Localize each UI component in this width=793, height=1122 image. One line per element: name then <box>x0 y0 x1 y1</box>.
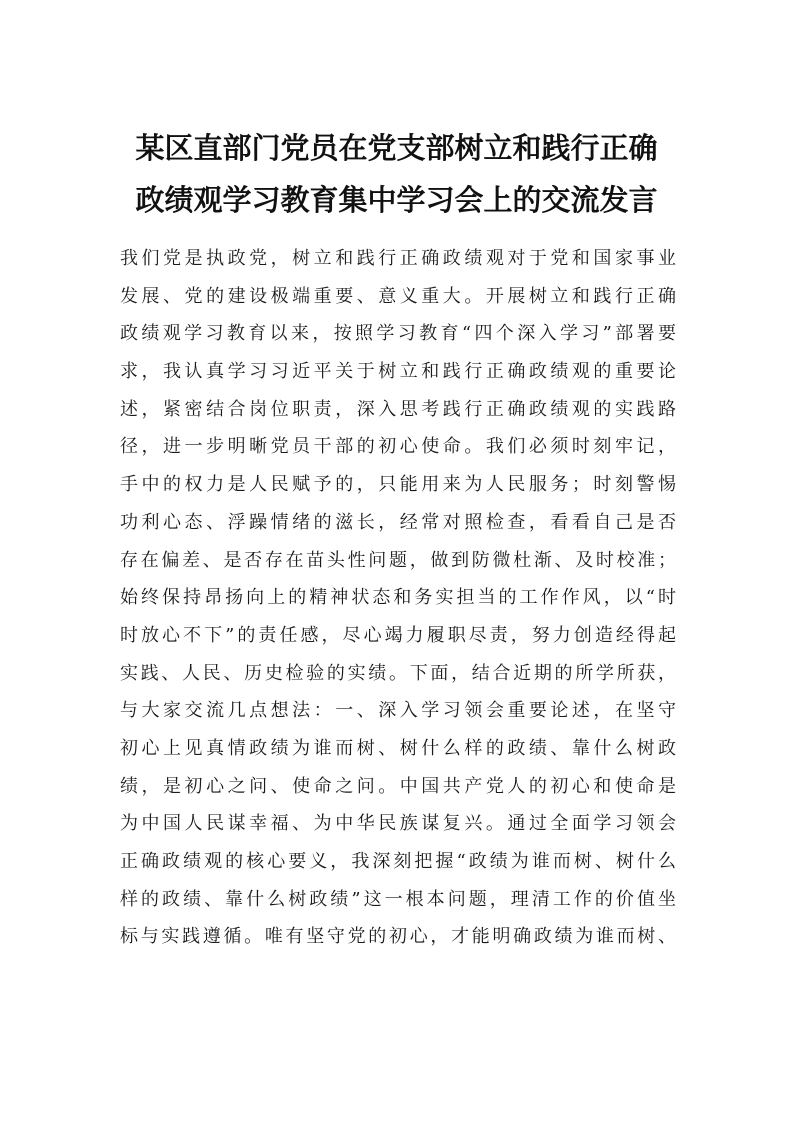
body-line: 与大家交流几点想法：一、深入学习领会重要论述，在坚守 <box>120 700 676 722</box>
body-line: 发展、党的建设极端重要、意义重大。开展树立和践行正确 <box>120 285 676 307</box>
document-body <box>120 240 676 956</box>
body-line: 为中国人民谋幸福、为中华民族谋复兴。通过全面学习领会 <box>120 813 676 835</box>
title-line: 某区直部门党员在党支部树立和践行正确 <box>135 131 658 165</box>
body-line: 绩，是初心之问、使命之问。中国共产党人的初心和使命是 <box>120 775 676 797</box>
body-line: 初心上见真情政绩为谁而树、树什么样的政绩、靠什么树政 <box>120 737 676 759</box>
body-line: 正确政绩观的核心要义，我深刻把握“政绩为谁而树、树什么 <box>120 851 676 872</box>
title-line: 政绩观学习教育集中学习会上的交流发言 <box>135 183 658 217</box>
body-line: 始终保持昂扬向上的精神状态和务实担当的工作作风，以“时 <box>120 587 676 609</box>
body-line: 存在偏差、是否存在苗头性问题，做到防微杜渐、及时校准； <box>120 549 676 571</box>
body-line: 政绩观学习教育以来，按照学习教育“四个深入学习”部署要 <box>120 323 676 345</box>
body-line: 述，紧密结合岗位职责，深入思考践行正确政绩观的实践路 <box>120 398 676 420</box>
body-line: 时放心不下”的责任感，尽心竭力履职尽责，努力创造经得起 <box>120 624 676 646</box>
body-line: 标与实践遵循。唯有坚守党的初心，才能明确政绩为谁而树、 <box>120 926 676 948</box>
body-line: 实践、人民、历史检验的实绩。下面，结合近期的所学所获， <box>120 662 676 684</box>
body-line: 求，我认真学习习近平关于树立和践行正确政绩观的重要论 <box>120 361 676 383</box>
body-line: 我们党是执政党，树立和践行正确政绩观对于党和国家事业 <box>120 248 676 269</box>
body-line: 样的政绩、靠什么树政绩”这一根本问题，理清工作的价值坐 <box>120 888 676 910</box>
document-title <box>100 122 693 226</box>
body-line: 径，进一步明晰党员干部的初心使命。我们必须时刻牢记， <box>120 436 676 458</box>
body-line: 手中的权力是人民赋予的，只能用来为人民服务；时刻警惕 <box>120 474 676 496</box>
body-line: 功利心态、浮躁情绪的滋长，经常对照检查，看看自己是否 <box>120 511 676 533</box>
